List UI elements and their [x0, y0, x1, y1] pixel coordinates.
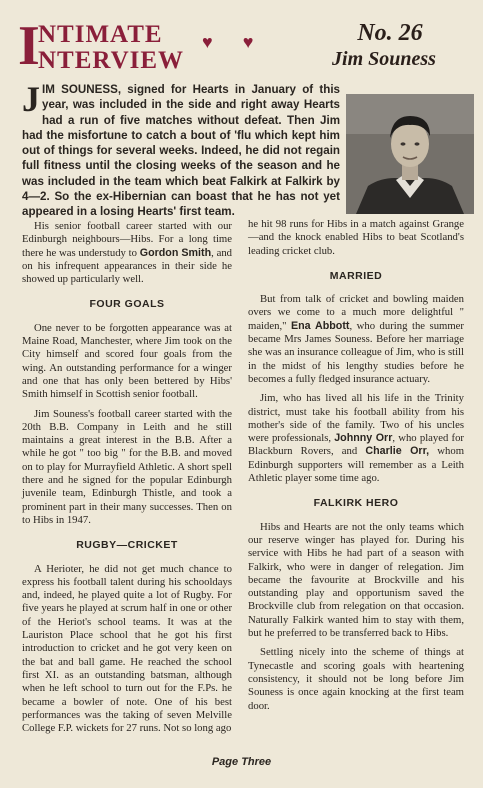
text-span: Jim, who has lived all his life in the Trinity district, must take his football ability from his mother's side of the family. Two of his uncles were professionals, — [248, 392, 464, 445]
title-line-2: NTERVIEW — [38, 47, 185, 74]
section-heading: FALKIRK HERO — [313, 497, 399, 510]
right-paragraph-2 — [248, 293, 464, 386]
intro-text: IM SOUNESS, signed for Hearts in January of this year, was included in the side and right away Hearts had a run of five matches without defeat. Then Jim had the misfortune to catch a bout of 'flu which kept him out of things for several weeks. Indeed, he did not regain full fitness until the closing weeks of the season and he was included in the team which beat Falkirk at Falkirk by 4—2. So the ex-Hibernian can boast that he has not yet appeared in a losing Hearts' first team. — [22, 83, 340, 219]
left-paragraph-1 — [22, 220, 232, 286]
bold-name: Ena Abbott — [291, 319, 350, 332]
text-span: His senior football career started with our Edinburgh neighbours—Hibs. For a long time there he was understudy to — [22, 220, 232, 259]
bold-name: Charlie Orr, — [365, 445, 430, 458]
section-heading: MARRIED — [329, 269, 383, 282]
heart-icon: ♥ — [242, 32, 254, 52]
left-column — [22, 220, 232, 741]
subject-name: Jim Souness — [332, 48, 436, 70]
right-paragraph-4: Hibs and Hearts are not the only teams which our reserve winger has played for. During his service with Hibs he had part of a season with Falkirk, who were in danger of relegation. Jim became the favourite at Brockville and his outstanding play and opportunism saved the Brockville club from relegation on that occasion. Naturally Falkirk wanted him to stay with them, but he preferred to be transferred back to Hibs. — [248, 520, 464, 640]
heart-icon: ♥ — [202, 32, 213, 52]
drop-cap: J — [22, 79, 40, 119]
article-title — [18, 16, 198, 76]
hearts-ornament — [202, 32, 283, 53]
left-paragraph-3: Jim Souness's football career started with the 20th B.B. Company in Leith and he still maintains a great interest in the B.B. After a while he got " too big " for the B.B. and moved on to play for Murrayfield Athletic. A short spell there and he signed for the popular Edinburgh juvenile team, Edinburgh Thistle, and took a prominent part in their many successes. Then on to Hibs in 1947. — [22, 407, 232, 526]
text-span: But from talk of cricket and bowling maiden overs we come to a much more delightful " maiden," — [248, 293, 464, 332]
left-paragraph-2: One never to be forgotten appearance was at Maine Road, Manchester, where Jim took on the City himself and scored four goals from the wing. An outstanding performance for a winger and one that has only been bettered by Hibs' Smith himself in Scottish senior football. — [22, 321, 232, 401]
page-number: Page Three — [211, 756, 272, 768]
right-paragraph-5: Settling nicely into the scheme of things at Tynecastle and scoring goals with heartening consistency, it should not be long before Jim Souness is once again knocking at the first team door. — [248, 646, 464, 712]
text-span: whom Edinburgh supporters will remember as a Leith Athletic player some time ago. — [248, 445, 465, 485]
text-span: , who during the summer became Mrs James Souness. Before her marriage she was an insurance colleague of Jim, who is still in the midst of his lengthy studies before he becomes a fully fledged insurance actuary. — [248, 319, 464, 385]
issue-number: No. 26 — [357, 20, 423, 46]
right-paragraph-1: he hit 98 runs for Hibs in a match against Grange—and the knock enabled Hibs to beat Scotland's leading cricket club. — [248, 218, 464, 257]
text-span: , who played for Blackburn Rovers, and — [248, 432, 464, 458]
article-header — [14, 10, 474, 80]
section-heading: RUGBY—CRICKET — [76, 539, 178, 552]
right-column — [248, 218, 464, 719]
portrait-image — [346, 94, 474, 214]
bold-name: Gordon Smith — [139, 246, 212, 259]
text-span: , and on his infrequent appearances in their side he showed up particularly well. — [22, 246, 233, 286]
portrait-photo — [346, 94, 474, 214]
right-paragraph-3 — [248, 392, 464, 485]
intro-paragraph — [22, 79, 340, 220]
section-heading: FOUR GOALS — [89, 298, 165, 311]
left-paragraph-4: A Herioter, he did not get much chance to express his football talent during his schooldays and, indeed, he played quite a lot of Rugby. For five years he played at scrum half in one or other of the Heriot's school teams. It was at the Lauriston Place school that he got his first introduction to cricket and he got very keen on the bat and ball game. He reached the school first XI. as an outstanding batsman, although when he left school to turn out for the F.Ps. he became a bowler of note. One of his best performances was the taking of seven Melville College F.P. wickets for 27 runs. Not so long ago — [22, 562, 232, 735]
title-line-1: NTIMATE — [38, 21, 163, 48]
bold-name: Johnny Orr — [334, 432, 393, 445]
title-initial: I — [18, 15, 40, 77]
